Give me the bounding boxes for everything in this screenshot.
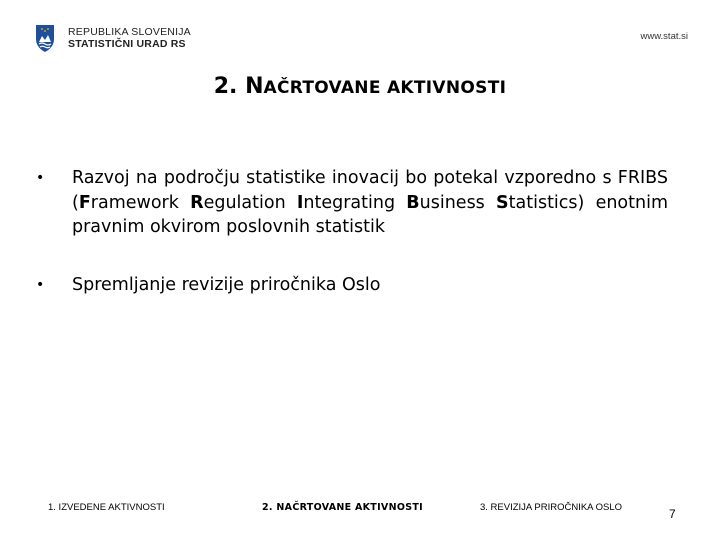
org-line-1: REPUBLIKA SLOVENIJA	[68, 26, 191, 38]
bullet-marker: •	[36, 276, 45, 293]
org-line-2: STATISTIČNI URAD RS	[68, 38, 186, 50]
bullet-1-bold-r: R	[190, 192, 204, 213]
bullet-item-2	[36, 273, 668, 298]
bullet-1-bold-s: S	[496, 192, 509, 213]
bullet-1-text-5: usiness	[419, 192, 497, 213]
footer-nav	[48, 502, 648, 518]
bullet-1-text-6: tatistics) enotnim pravnim okvirom poslovnih statistik	[72, 192, 668, 237]
bullet-1-text-4: ntegrating	[303, 192, 407, 213]
footer-link-nacrtovane[interactable]: 2. NAČRTOVANE AKTIVNOSTI	[262, 502, 423, 513]
bullet-1-bold-i: I	[296, 192, 304, 213]
bullet-1-bold-f: F	[78, 192, 91, 213]
bullet-2-text: Spremljanje revizije priročnika Oslo	[72, 274, 381, 295]
bullet-marker: •	[36, 170, 45, 186]
footer-link-revizija[interactable]: 3. REVIZIJA PRIROČNIKA OSLO	[480, 502, 623, 513]
page-number: 7	[669, 507, 676, 521]
bullet-1-text-3: egulation	[203, 192, 297, 213]
bullet-1-text-2: ramework	[90, 192, 191, 213]
title-first: 2. N	[213, 74, 264, 99]
bullet-list	[36, 166, 668, 297]
slide-title	[0, 74, 720, 99]
title-rest: AČRTOVANE AKTIVNOSTI	[263, 78, 507, 98]
organization-name	[68, 26, 191, 50]
website-url: www.stat.si	[640, 31, 688, 42]
coat-of-arms-icon	[34, 23, 56, 53]
bullet-1-bold-b: B	[406, 192, 420, 213]
header-logo	[34, 22, 191, 54]
bullet-1-text: Razvoj na področju statistike inovacij bo potekal vzporedno s FRIBS (	[72, 168, 668, 213]
bullet-item-1	[36, 166, 668, 240]
footer-link-izvedene[interactable]: 1. IZVEDENE AKTIVNOSTI	[48, 502, 165, 513]
